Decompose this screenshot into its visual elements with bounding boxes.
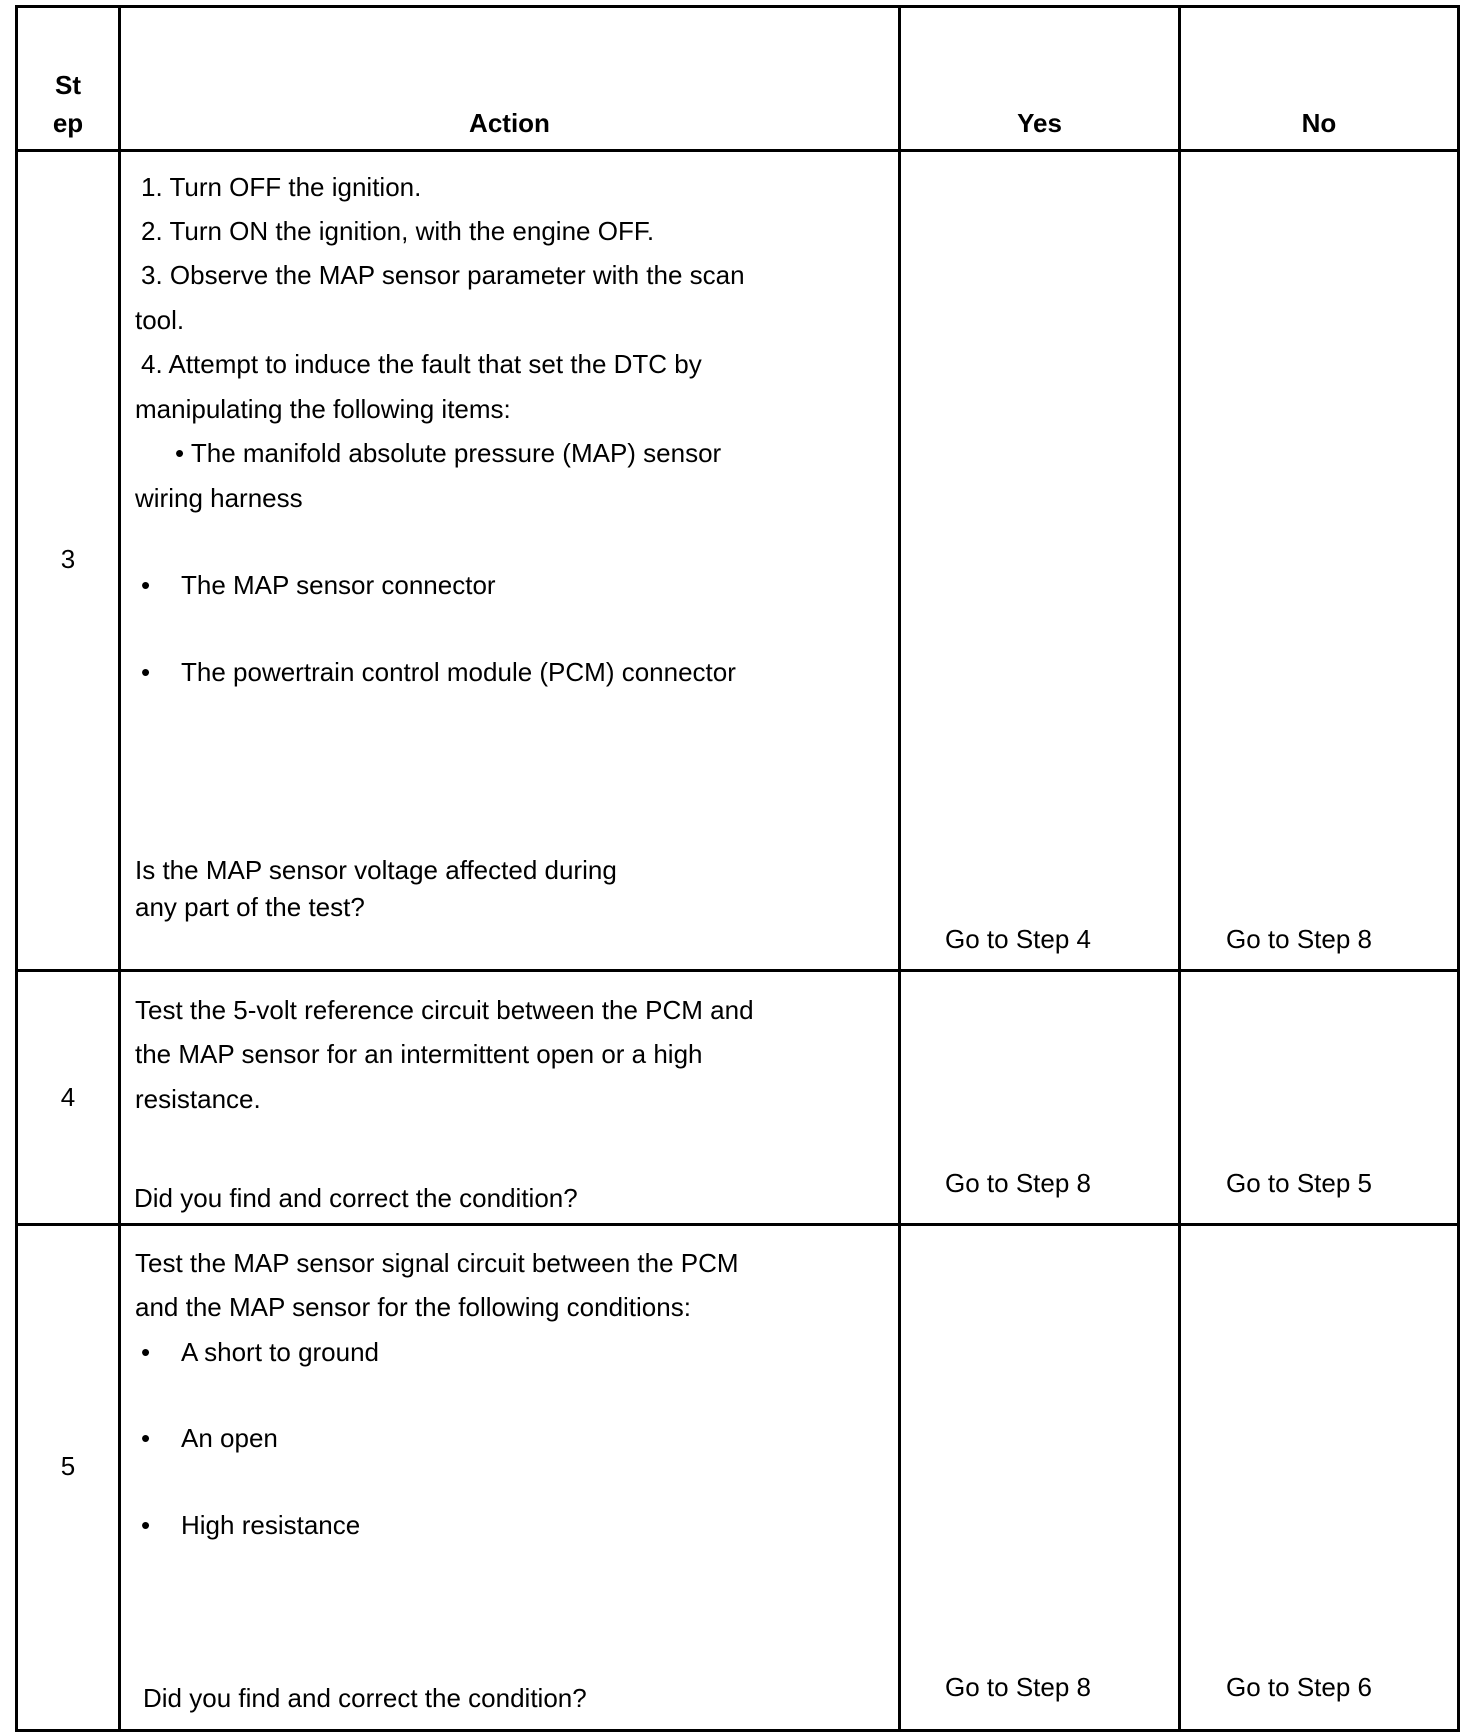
action-line: 2. Turn ON the ignition, with the engine OFF. — [141, 216, 655, 246]
action-cell — [120, 1225, 900, 1731]
diagnostic-table-sheet — [15, 5, 1457, 1729]
bullet-icon: • — [141, 1337, 151, 1367]
list-item-text: High resistance — [181, 1510, 361, 1540]
action-line: Test the MAP sensor signal circuit between the PCM — [135, 1248, 739, 1278]
action-cell — [120, 151, 900, 971]
diagnostic-table — [15, 5, 1460, 1732]
action-line: 4. Attempt to induce the fault that set the DTC by — [141, 349, 702, 379]
step-cell — [17, 1225, 120, 1731]
bullet-icon: • — [141, 1423, 151, 1453]
action-line: the MAP sensor for an intermittent open or a high — [135, 1039, 703, 1069]
no-result: Go to Step 6 — [1226, 1672, 1372, 1702]
header-row — [17, 7, 1459, 151]
header-step-line2: ep — [52, 108, 84, 138]
list-item — [141, 657, 736, 687]
bullet-icon: • — [141, 570, 151, 600]
header-no — [1180, 7, 1459, 151]
action-line: Test the 5-volt reference circuit between the PCM and — [135, 995, 754, 1025]
list-item-text: A short to ground — [181, 1337, 380, 1367]
action-line: 3. Observe the MAP sensor parameter with the scan — [141, 260, 745, 290]
action-line: wiring harness — [135, 483, 303, 513]
yes-result: Go to Step 8 — [945, 1672, 1091, 1702]
list-item-text: The MAP sensor connector — [181, 570, 496, 600]
question-line: any part of the test? — [135, 892, 365, 922]
yes-cell — [900, 971, 1180, 1225]
list-item — [141, 1423, 278, 1453]
bullet-icon: • — [141, 657, 151, 687]
header-action — [120, 7, 900, 151]
no-result: Go to Step 5 — [1226, 1168, 1372, 1198]
header-action-label: Action — [469, 108, 550, 138]
list-item-text: An open — [181, 1423, 278, 1453]
list-item — [141, 1337, 379, 1367]
action-line: and the MAP sensor for the following conditions: — [135, 1292, 691, 1322]
header-step-line1: St — [55, 70, 81, 100]
action-line: • The manifold absolute pressure (MAP) sensor — [175, 438, 722, 468]
yes-result: Go to Step 4 — [945, 924, 1091, 954]
header-yes-label: Yes — [1017, 108, 1062, 138]
step-cell — [17, 151, 120, 971]
list-item — [141, 570, 496, 600]
no-cell — [1180, 1225, 1459, 1731]
question-line: Is the MAP sensor voltage affected during — [135, 855, 617, 885]
header-no-label: No — [1301, 108, 1337, 138]
list-item-text: The powertrain control module (PCM) connector — [181, 657, 736, 687]
yes-result: Go to Step 8 — [945, 1168, 1091, 1198]
action-cell — [120, 971, 900, 1225]
action-line: manipulating the following items: — [135, 394, 511, 424]
header-step — [17, 7, 120, 151]
step-number: 3 — [60, 544, 76, 574]
list-item — [141, 1510, 360, 1540]
yes-cell — [900, 1225, 1180, 1731]
step-number: 4 — [60, 1082, 76, 1112]
question-line: Did you find and correct the condition? — [134, 1183, 578, 1213]
table-row — [17, 971, 1459, 1225]
action-line: resistance. — [135, 1084, 261, 1114]
action-line: 1. Turn OFF the ignition. — [141, 172, 422, 202]
no-cell — [1180, 151, 1459, 971]
header-yes — [900, 7, 1180, 151]
yes-cell — [900, 151, 1180, 971]
step-number: 5 — [60, 1451, 76, 1481]
no-cell — [1180, 971, 1459, 1225]
table-row — [17, 1225, 1459, 1731]
table-row — [17, 151, 1459, 971]
no-result: Go to Step 8 — [1226, 924, 1372, 954]
question-line: Did you find and correct the condition? — [143, 1683, 587, 1713]
action-line: tool. — [135, 305, 185, 335]
bullet-icon: • — [141, 1510, 151, 1540]
step-cell — [17, 971, 120, 1225]
